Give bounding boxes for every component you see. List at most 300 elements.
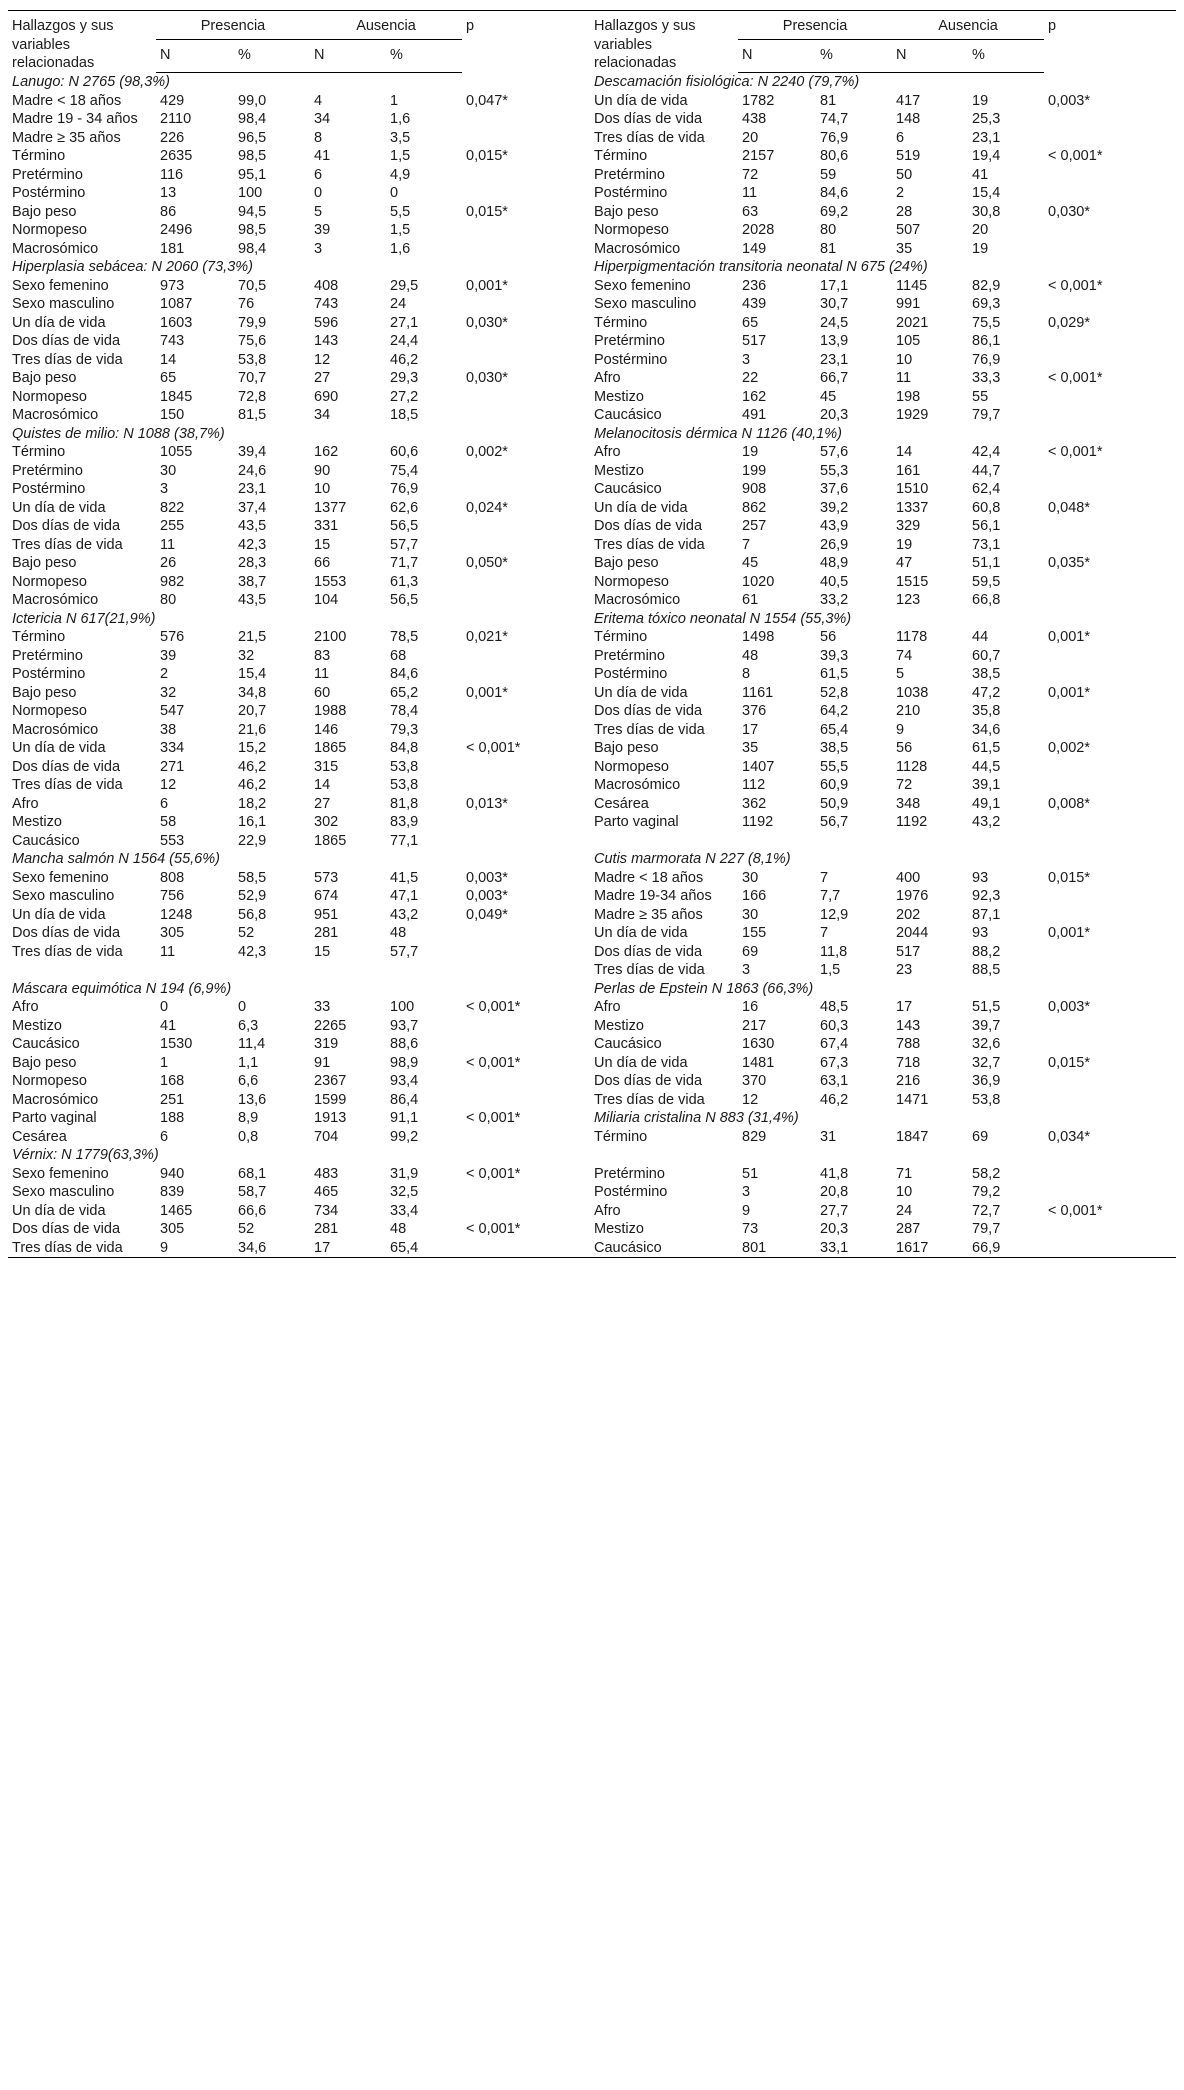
p-value: < 0,001*	[466, 1054, 521, 1071]
absence-n: 507	[896, 222, 921, 238]
table-row	[8, 462, 1176, 481]
table-row	[8, 1239, 1176, 1258]
absence-pct: 100	[390, 999, 415, 1015]
absence-n: 17	[896, 999, 913, 1015]
p-value	[462, 1128, 590, 1147]
p-value: 0,034*	[1048, 1128, 1090, 1145]
presence-n: 72	[742, 166, 759, 183]
p-value: < 0,001*	[466, 999, 521, 1015]
absence-pct: 15,4	[972, 185, 1001, 201]
absence-n: 1178	[896, 629, 928, 645]
variable-label: Postérmino	[12, 481, 86, 497]
absence-pct: 66,8	[972, 592, 1001, 608]
variable-label: Tres días de vida	[594, 536, 705, 553]
section-row	[8, 610, 1176, 629]
absence-pct: 83,9	[390, 814, 419, 830]
absence-n: 1128	[896, 758, 928, 775]
p-value	[1044, 573, 1176, 592]
presence-pct: 33,2	[820, 592, 849, 608]
absence-pct: 27,1	[390, 314, 419, 331]
absence-n: 66	[314, 555, 331, 571]
table-body	[8, 73, 1176, 1258]
presence-n: 80	[160, 592, 177, 608]
presence-n: 1161	[742, 684, 774, 701]
p-value	[1044, 1220, 1176, 1239]
presence-n: 45	[742, 555, 759, 571]
variable-label: Bajo peso	[594, 555, 659, 571]
absence-n: 123	[896, 592, 921, 608]
header-pct: %	[968, 39, 1044, 72]
absence-n: 1471	[896, 1091, 929, 1108]
table-row	[8, 166, 1176, 185]
absence-pct: 1	[390, 92, 399, 109]
p-value: 0,001*	[466, 277, 508, 294]
variable-label: Un día de vida	[594, 925, 688, 941]
absence-pct: 32,6	[972, 1036, 1001, 1052]
presence-pct: 26,9	[820, 536, 849, 553]
variable-label: Bajo peso	[12, 203, 77, 220]
absence-pct	[386, 961, 462, 980]
variable-label: Sexo masculino	[12, 296, 115, 312]
variable-label: Dos días de vida	[594, 518, 703, 534]
variable-label: Afro	[594, 370, 621, 386]
absence-n: 281	[314, 925, 339, 941]
p-value: 0,049*	[466, 906, 508, 923]
presence-n: 51	[742, 1165, 759, 1182]
presence-pct: 57,6	[820, 444, 849, 460]
absence-pct: 61,3	[390, 573, 419, 590]
table-row	[8, 332, 1176, 351]
absence-pct: 93,4	[390, 1073, 419, 1089]
variable-label: Cesárea	[12, 1128, 67, 1145]
absence-n: 8	[314, 129, 323, 146]
absence-pct: 66,9	[968, 1239, 1044, 1258]
p-value	[462, 221, 590, 240]
absence-pct: 76,9	[390, 481, 419, 497]
p-value	[462, 591, 590, 610]
p-value	[462, 758, 590, 777]
table-row	[8, 1091, 1176, 1110]
presence-pct: 11,4	[238, 1036, 266, 1052]
variable-label: Un día de vida	[12, 906, 106, 923]
p-value: 0,035*	[1048, 555, 1090, 571]
absence-n: 1617	[892, 1239, 968, 1258]
presence-pct: 58,5	[238, 869, 267, 886]
presence-pct: 99,0	[238, 92, 267, 109]
variable-label: Término	[594, 629, 648, 645]
variable-label: Mestizo	[12, 1017, 62, 1034]
absence-pct: 35,8	[972, 703, 1001, 719]
table-row	[8, 110, 1176, 129]
presence-n: 168	[160, 1073, 185, 1089]
variable-label: Normopeso	[12, 222, 87, 238]
absence-n: 2021	[896, 314, 929, 331]
absence-n	[892, 1146, 968, 1165]
p-value	[1044, 221, 1176, 240]
presence-n: 6	[160, 1128, 169, 1145]
p-value	[1044, 1146, 1176, 1165]
presence-pct: 38,5	[820, 740, 849, 756]
presence-pct: 65,4	[820, 721, 849, 738]
table-row	[8, 203, 1176, 222]
table-row	[8, 739, 1176, 758]
presence-n: 1630	[742, 1036, 775, 1052]
absence-pct: 75,4	[390, 462, 419, 479]
absence-n: 47	[896, 555, 913, 571]
presence-n: 1603	[160, 314, 193, 331]
absence-n: 9	[896, 721, 905, 738]
presence-pct: 42,3	[238, 536, 267, 553]
absence-n: 1510	[896, 481, 929, 497]
presence-pct: 67,4	[820, 1036, 849, 1052]
table-row	[8, 628, 1176, 647]
presence-n: 12	[742, 1091, 759, 1108]
p-value	[462, 184, 590, 203]
presence-n: 58	[160, 814, 177, 830]
absence-pct: 19,4	[972, 148, 1001, 164]
absence-pct: 88,5	[972, 962, 1001, 978]
presence-pct: 12,9	[820, 906, 849, 923]
p-value: 0,015*	[466, 148, 508, 164]
absence-n: 56	[896, 740, 913, 756]
absence-n: 71	[896, 1165, 913, 1182]
absence-n: 74	[896, 647, 913, 664]
absence-pct: 48	[390, 1221, 407, 1237]
table-row	[8, 665, 1176, 684]
variable-label: Caucásico	[590, 1239, 738, 1258]
presence-pct: 46,2	[238, 758, 267, 775]
absence-pct: 84,8	[390, 740, 419, 756]
presence-pct: 52,8	[820, 684, 849, 701]
p-value	[462, 332, 590, 351]
presence-n: 908	[742, 481, 767, 497]
presence-n: 3	[160, 481, 169, 497]
presence-pct: 63,1	[820, 1073, 849, 1089]
presence-n: 2496	[160, 222, 193, 238]
variable-label: Macrosómico	[594, 592, 681, 608]
presence-n	[738, 832, 816, 851]
p-value	[1044, 1035, 1176, 1054]
absence-n: 690	[314, 388, 339, 405]
variable-label: Dos días de vida	[12, 518, 121, 534]
absence-n: 23	[896, 962, 913, 978]
p-value	[1044, 702, 1176, 721]
absence-pct: 79,7	[972, 1221, 1001, 1237]
p-value	[1044, 961, 1176, 980]
variable-label: Cesárea	[594, 795, 649, 812]
presence-pct: 16,1	[238, 814, 267, 830]
absence-n: 519	[896, 148, 921, 164]
presence-pct: 32	[238, 647, 255, 664]
variable-label: Un día de vida	[12, 740, 106, 756]
absence-n: 34	[314, 407, 331, 423]
absence-n: 11	[314, 666, 330, 682]
absence-pct: 44,5	[972, 758, 1001, 775]
absence-pct: 4,9	[390, 166, 411, 183]
table-row	[8, 924, 1176, 943]
presence-pct: 45	[820, 388, 837, 405]
p-value	[462, 110, 590, 129]
absence-n: 2	[896, 185, 905, 201]
p-value: 0,030*	[466, 314, 508, 331]
p-value	[462, 573, 590, 592]
absence-pct: 56,5	[390, 518, 419, 534]
p-value	[462, 129, 590, 148]
p-value	[1044, 129, 1176, 148]
p-value	[462, 702, 590, 721]
p-value	[462, 721, 590, 740]
presence-n: 251	[160, 1091, 185, 1108]
absence-pct: 3,5	[390, 129, 411, 146]
presence-n: 69	[742, 943, 759, 960]
presence-n: 20	[742, 129, 759, 146]
absence-n: 1192	[896, 814, 928, 830]
presence-pct: 20,7	[238, 703, 267, 719]
presence-pct: 81,5	[238, 407, 267, 423]
header-hallazgos-right: Hallazgos y sus variables relacionadas	[590, 11, 738, 73]
absence-n: 4	[314, 92, 323, 109]
p-value	[1044, 295, 1176, 314]
presence-pct: 7,7	[820, 888, 841, 904]
presence-n: 30	[742, 906, 759, 923]
p-value	[1044, 240, 1176, 259]
p-value	[1044, 1072, 1176, 1091]
absence-n: 1913	[314, 1110, 347, 1126]
absence-n: 400	[896, 869, 921, 886]
absence-pct: 77,1	[390, 832, 419, 849]
table-row	[8, 795, 1176, 814]
p-value	[462, 813, 590, 832]
presence-n: 305	[160, 1221, 185, 1237]
table-row	[8, 887, 1176, 906]
presence-n: 2028	[742, 222, 775, 238]
absence-pct: 46,2	[390, 351, 419, 368]
presence-n	[156, 961, 234, 980]
presence-pct: 59	[820, 166, 837, 183]
variable-label: Macrosómico	[12, 721, 99, 738]
presence-pct: 74,7	[820, 111, 849, 127]
table-row	[8, 277, 1176, 296]
presence-pct: 61,5	[820, 666, 849, 682]
absence-pct: 53,8	[390, 777, 419, 793]
table-row	[8, 129, 1176, 148]
absence-n: 143	[896, 1017, 921, 1034]
header-ausencia-left: Ausencia	[310, 11, 462, 40]
absence-n: 72	[896, 777, 913, 793]
presence-pct: 42,3	[238, 943, 267, 960]
absence-pct: 43,2	[972, 814, 1001, 830]
presence-n: 63	[742, 203, 759, 220]
presence-pct: 38,7	[238, 573, 267, 590]
presence-pct: 56,7	[820, 814, 849, 830]
absence-pct: 41,5	[390, 869, 419, 886]
presence-n: 576	[160, 629, 185, 645]
p-value	[1044, 1091, 1176, 1110]
absence-n: 10	[314, 481, 331, 497]
p-value: 0,030*	[1048, 203, 1090, 220]
table-row	[8, 961, 1176, 980]
presence-n: 1	[160, 1054, 169, 1071]
variable-label: Sexo femenino	[12, 277, 109, 294]
presence-n: 65	[742, 314, 759, 331]
presence-pct: 24,5	[820, 314, 849, 331]
header-presencia-right: Presencia	[738, 11, 892, 40]
p-value	[1044, 536, 1176, 555]
absence-n: 1976	[896, 888, 929, 904]
p-value	[462, 943, 590, 962]
absence-pct: 48	[390, 925, 407, 941]
absence-n: 10	[896, 351, 913, 368]
presence-n: 150	[160, 407, 185, 423]
variable-label: Término	[12, 444, 66, 460]
absence-n: 734	[314, 1202, 339, 1219]
p-value: 0,015*	[1048, 1054, 1090, 1071]
absence-pct: 79,7	[972, 407, 1001, 423]
section-title: Miliaria cristalina N 883 (31,4%)	[594, 1110, 799, 1126]
absence-pct: 78,5	[390, 629, 419, 645]
presence-n: 1530	[160, 1036, 193, 1052]
table-row	[8, 906, 1176, 925]
presence-n: 491	[742, 407, 767, 423]
absence-n: 483	[314, 1165, 339, 1182]
presence-n: 17	[742, 721, 759, 738]
absence-pct: 36,9	[972, 1073, 1001, 1089]
variable-label: Dos días de vida	[594, 1073, 703, 1089]
presence-n: 61	[742, 592, 759, 608]
presence-pct: 68,1	[238, 1165, 267, 1182]
variable-label: Madre < 18 años	[12, 92, 122, 109]
absence-pct: 33,4	[390, 1202, 419, 1219]
table-row	[8, 776, 1176, 795]
absence-n: 1599	[314, 1091, 347, 1108]
presence-n: 808	[160, 869, 185, 886]
p-value: 0,002*	[466, 444, 508, 460]
variable-label: Macrosómico	[12, 592, 99, 608]
absence-pct: 38,5	[972, 666, 1001, 682]
presence-n: 16	[742, 999, 759, 1015]
p-value: 0,002*	[1048, 740, 1090, 756]
presence-n: 362	[742, 795, 767, 812]
absence-n: 2044	[896, 925, 929, 941]
presence-n: 2635	[160, 148, 193, 164]
absence-pct: 51,1	[972, 555, 1001, 571]
absence-pct: 99,2	[390, 1128, 419, 1145]
absence-n: 329	[896, 518, 921, 534]
presence-n: 9	[742, 1202, 751, 1219]
p-value	[462, 665, 590, 684]
table-row	[8, 351, 1176, 370]
presence-n: 149	[742, 240, 767, 257]
presence-n: 1087	[160, 296, 193, 312]
absence-n: 15	[314, 943, 331, 960]
absence-n: 143	[314, 333, 339, 349]
variable-label: Un día de vida	[594, 499, 688, 516]
absence-n: 33	[314, 999, 331, 1015]
variable-label: Normopeso	[594, 222, 669, 238]
absence-n: 39	[314, 222, 331, 238]
presence-n: 116	[160, 166, 184, 183]
p-value	[1044, 1165, 1176, 1184]
p-value	[462, 776, 590, 795]
table-row	[8, 1146, 1176, 1165]
presence-n: 41	[160, 1017, 177, 1034]
absence-pct: 1,5	[390, 222, 411, 238]
p-value	[462, 924, 590, 943]
absence-n: 60	[314, 684, 331, 701]
presence-pct: 17,1	[820, 277, 849, 294]
p-value: 0,003*	[1048, 999, 1090, 1015]
p-value	[1044, 887, 1176, 906]
absence-pct: 60,7	[972, 647, 1001, 664]
presence-pct: 34,6	[234, 1239, 310, 1258]
presence-n: 39	[160, 647, 177, 664]
absence-n: 83	[314, 647, 331, 664]
header-n: N	[310, 39, 386, 72]
presence-n: 862	[742, 499, 767, 516]
absence-n: 15	[314, 536, 331, 553]
presence-n: 3	[742, 962, 751, 978]
presence-n: 439	[742, 296, 767, 312]
presence-n: 236	[742, 277, 767, 294]
presence-n: 822	[160, 499, 185, 516]
section-title: Ictericia N 617(21,9%)	[12, 610, 156, 627]
p-value: 0,008*	[1048, 795, 1090, 812]
table-row	[8, 1072, 1176, 1091]
table-row	[8, 1054, 1176, 1073]
variable-label: Dos días de vida	[594, 943, 703, 960]
presence-n: 7	[742, 536, 751, 553]
presence-pct: 34,8	[238, 684, 267, 701]
presence-n: 517	[742, 333, 767, 349]
variable-label: Caucásico	[12, 832, 80, 849]
presence-n: 35	[742, 740, 759, 756]
absence-pct: 18,5	[390, 407, 419, 423]
absence-pct: 93	[972, 869, 989, 886]
p-value: < 0,001*	[1048, 444, 1103, 460]
presence-n: 429	[160, 92, 185, 109]
presence-pct: 39,2	[820, 499, 849, 516]
presence-n: 334	[160, 740, 185, 756]
p-value	[1044, 406, 1176, 425]
presence-n: 438	[742, 111, 767, 127]
absence-pct: 53,8	[390, 758, 419, 775]
variable-label: Bajo peso	[594, 203, 659, 220]
absence-n: 10	[896, 1184, 913, 1200]
section-title: Eritema tóxico neonatal N 1554 (55,3%)	[594, 610, 852, 627]
p-value	[462, 1202, 590, 1221]
presence-n: 255	[160, 518, 185, 534]
absence-n: 50	[896, 166, 913, 183]
absence-n: 319	[314, 1036, 339, 1052]
absence-pct: 19	[972, 92, 989, 109]
presence-pct	[234, 961, 310, 980]
variable-label: Término	[12, 148, 66, 164]
p-value: < 0,001*	[466, 1221, 521, 1237]
absence-pct: 59,5	[972, 573, 1001, 590]
p-value: 0,024*	[466, 499, 508, 516]
absence-n: 105	[896, 333, 921, 349]
variable-label: Pretérmino	[594, 647, 665, 664]
p-value	[462, 832, 590, 851]
variable-label: Sexo masculino	[594, 296, 697, 312]
variable-label: Un día de vida	[12, 1202, 106, 1219]
table-row	[8, 406, 1176, 425]
presence-pct: 60,9	[820, 777, 849, 793]
presence-n: 553	[160, 832, 185, 849]
variable-label: Bajo peso	[12, 684, 77, 701]
presence-pct: 98,5	[238, 222, 267, 238]
variable-label: Macrosómico	[594, 777, 681, 793]
